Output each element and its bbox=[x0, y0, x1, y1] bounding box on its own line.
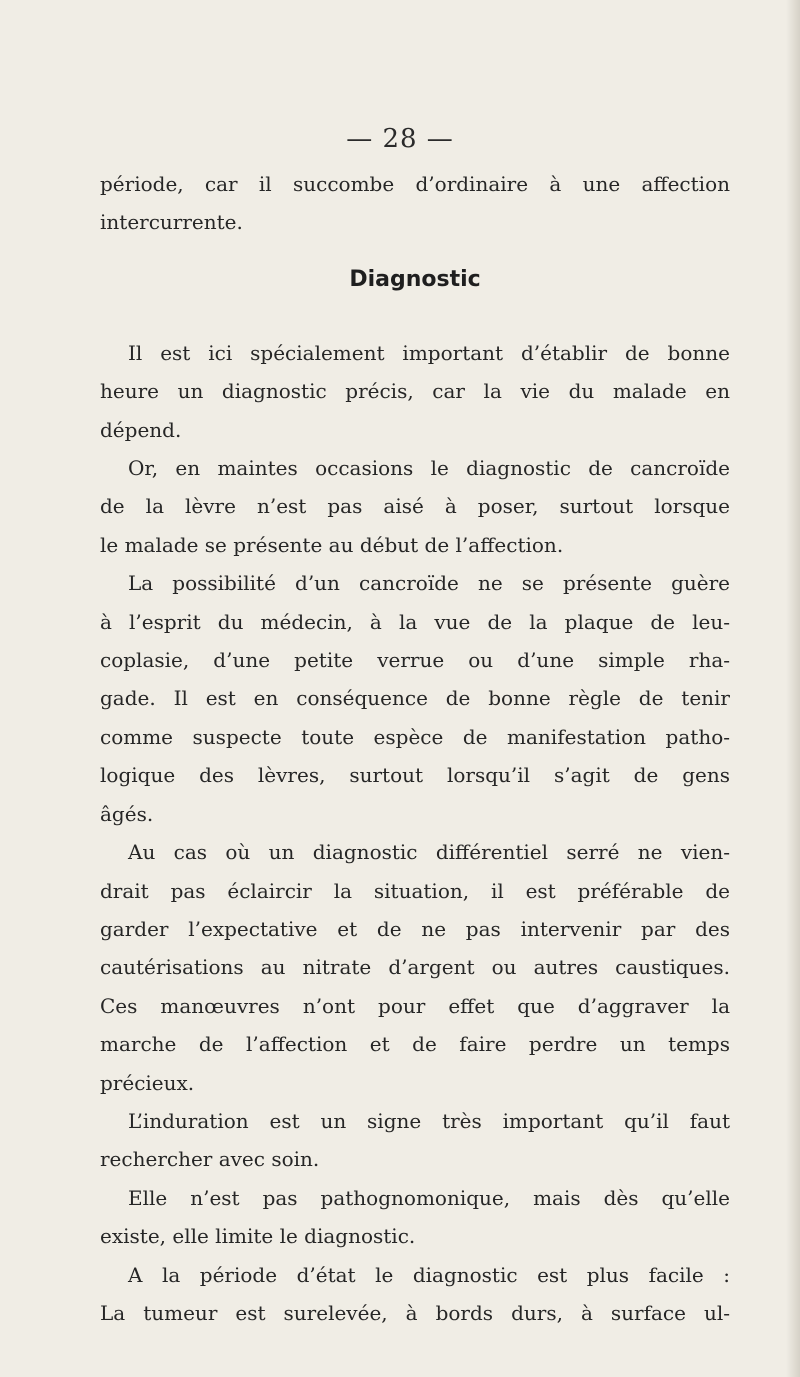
text-line: A la période d’état le diagnostic est plus facile : bbox=[128, 1262, 730, 1287]
text-line: intercurrente. bbox=[100, 210, 243, 235]
text-line: garder l’expectative et de ne pas intervenir par des bbox=[100, 916, 730, 941]
text-line: âgés. bbox=[100, 801, 154, 826]
body-text bbox=[100, 165, 730, 1332]
text-line: précieux. bbox=[100, 1070, 195, 1095]
page-number: — 28 — bbox=[346, 124, 454, 154]
page-edge-shadow bbox=[786, 0, 800, 1377]
text-line: à l’esprit du médecin, à la vue de la plaque de leu- bbox=[100, 609, 730, 634]
text-line: Or, en maintes occasions le diagnostic de cancroïde bbox=[128, 456, 730, 481]
section-heading: Diagnostic bbox=[349, 266, 481, 292]
text-line: marche de l’affection et de faire perdre un temps bbox=[100, 1032, 730, 1057]
text-line: existe, elle limite le diagnostic. bbox=[100, 1224, 416, 1249]
text-line: Au cas où un diagnostic différentiel serré ne vien- bbox=[128, 840, 730, 865]
text-line: drait pas éclaircir la situation, il est préférable de bbox=[100, 878, 730, 903]
text-line: dépend. bbox=[100, 417, 182, 442]
text-line: Elle n’est pas pathognomonique, mais dès qu’elle bbox=[128, 1185, 730, 1210]
text-line: Ces manœuvres n’ont pour effet que d’aggraver la bbox=[100, 993, 730, 1018]
text-line: cautérisations au nitrate d’argent ou autres caustiques. bbox=[100, 955, 730, 980]
text-line: le malade se présente au début de l’affection. bbox=[100, 532, 564, 557]
text-line: coplasie, d’une petite verrue ou d’une simple rha- bbox=[100, 648, 730, 673]
text-line: heure un diagnostic précis, car la vie du malade en bbox=[100, 379, 730, 404]
text-line: Il est ici spécialement important d’établir de bonne bbox=[128, 340, 730, 365]
text-line: rechercher avec soin. bbox=[100, 1147, 320, 1172]
text-line: gade. Il est en conséquence de bonne règle de tenir bbox=[100, 686, 730, 711]
text-line: L’induration est un signe très important qu’il faut bbox=[128, 1108, 730, 1133]
text-line: de la lèvre n’est pas aisé à poser, surtout lorsque bbox=[100, 494, 730, 519]
text-line: logique des lèvres, surtout lorsqu’il s’agit de gens bbox=[100, 763, 730, 788]
text-line: La possibilité d’un cancroïde ne se présente guère bbox=[128, 571, 730, 596]
text-line: comme suspecte toute espèce de manifestation patho- bbox=[100, 724, 730, 749]
text-line: La tumeur est surelevée, à bords durs, à surface ul- bbox=[100, 1300, 730, 1325]
text-line: période, car il succombe d’ordinaire à une affection bbox=[100, 172, 730, 196]
